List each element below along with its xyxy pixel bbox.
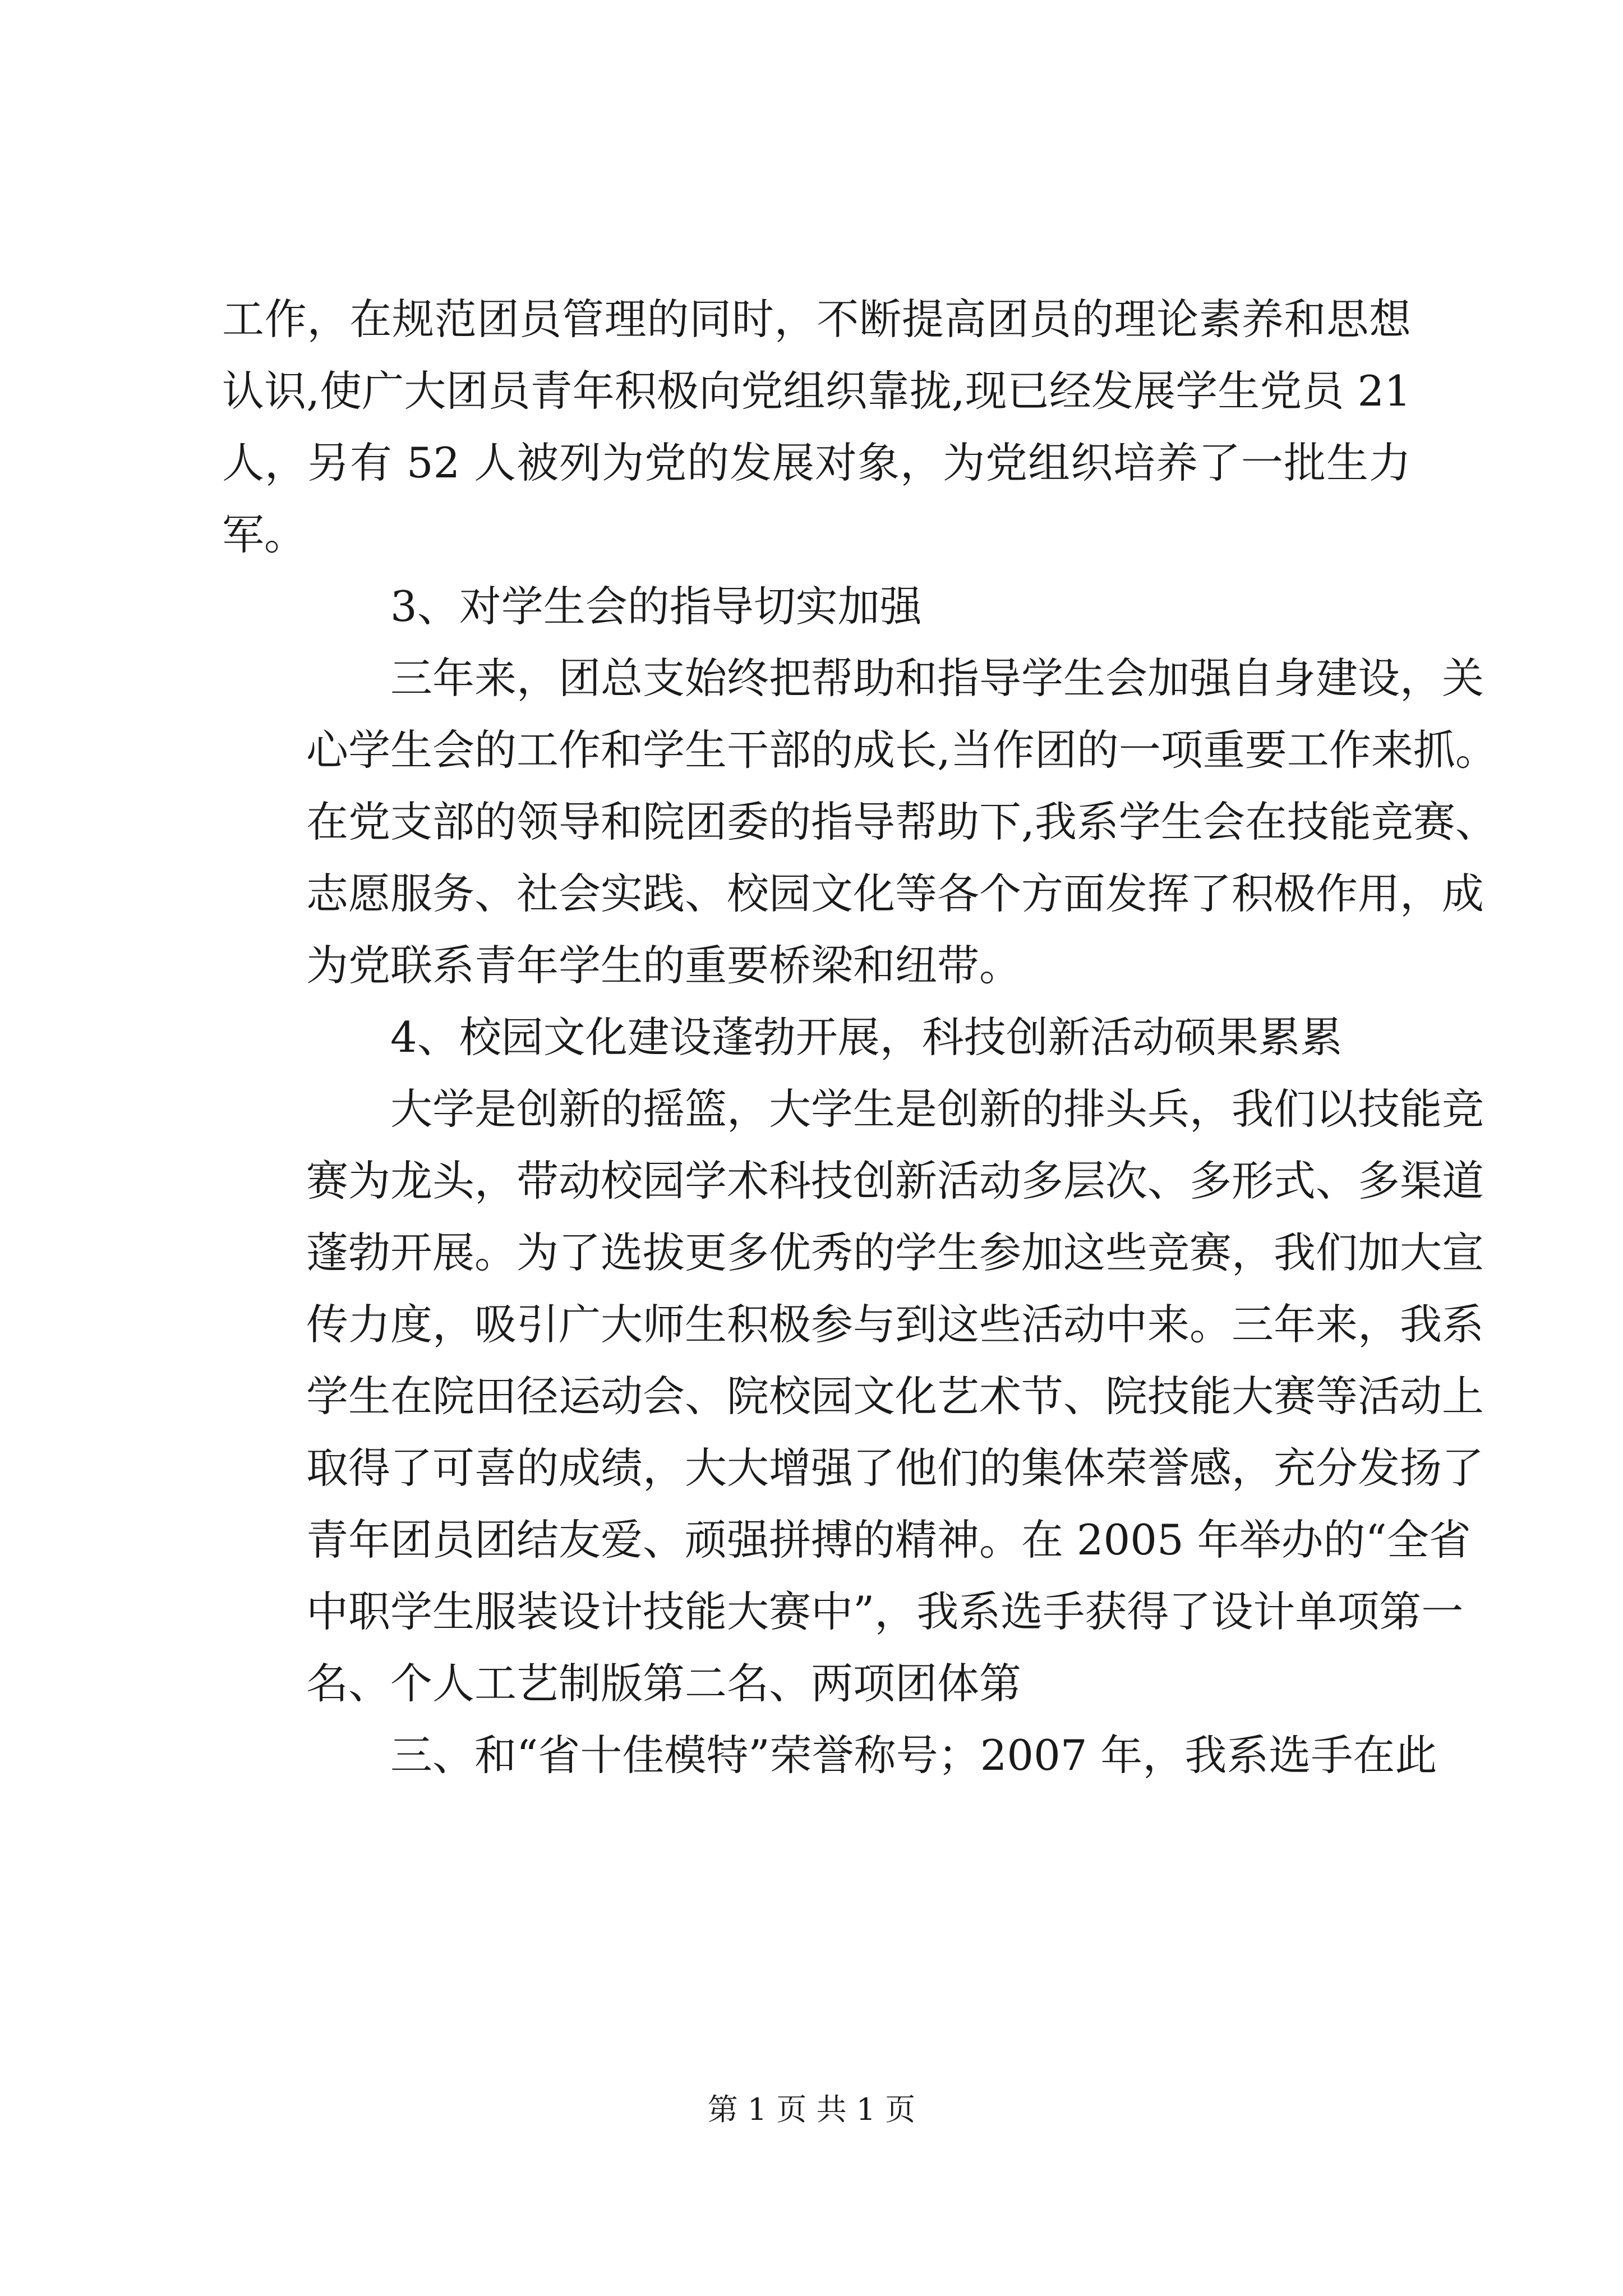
text-line: 为党联系青年学生的重要桥梁和纽带。 — [306, 941, 1022, 990]
document-body — [222, 283, 1497, 1791]
page-footer: 第 1 页 共 1 页 — [707, 2092, 916, 2127]
body-paragraph — [222, 283, 1411, 570]
text-line: 蓬勃开展。为了选拔更多优秀的学生参加这些竞赛，我们加大宣 — [306, 1228, 1484, 1277]
text-line: 心学生会的工作和学生干部的成长,当作团的一项重要工作来抓。 — [306, 725, 1497, 775]
section-heading — [222, 570, 1411, 642]
text-line: 在党支部的领导和院团委的指导帮助下,我系学生会在技能竞赛、 — [306, 797, 1497, 846]
text-line: 赛为龙头，带动校园学术科技创新活动多层次、多形式、多渠道 — [306, 1156, 1484, 1205]
text-line: 人，另有 52 人被列为党的发展对象，为党组织培养了一批生力 — [222, 438, 1411, 487]
text-line: 青年团员团结友爱、顽强拼搏的精神。在 2005 年举办的“全省 — [306, 1515, 1471, 1565]
text-line: 三、和“省十佳模特”荣誉称号；2007 年，我系选手在此 — [390, 1731, 1437, 1780]
text-line: 认识,使广大团员青年积极向党组织靠拢,现已经发展学生党员 21 — [222, 366, 1411, 416]
text-line: 中职学生服装设计技能大赛中”，我系选手获得了设计单项第一 — [306, 1587, 1464, 1636]
text-line: 三年来，团总支始终把帮助和指导学生会加强自身建设，关 — [390, 654, 1484, 703]
text-line: 学生在院田径运动会、院校园文化艺术节、院技能大赛等活动上 — [306, 1372, 1484, 1421]
text-line: 取得了可喜的成绩，大大增强了他们的集体荣誉感，充分发扬了 — [306, 1443, 1484, 1493]
text-line: 军。 — [222, 510, 307, 559]
text-line: 4、校园文化建设蓬勃开展，科技创新活动硕果累累 — [390, 1013, 1343, 1062]
text-line: 传力度，吸引广大师生积极参与到这些活动中来。三年来，我系 — [306, 1300, 1484, 1349]
text-line: 志愿服务、社会实践、校园文化等各个方面发挥了积极作用，成 — [306, 869, 1484, 918]
body-paragraph — [222, 642, 1497, 1001]
text-line: 大学是创新的摇篮，大学生是创新的排头兵，我们以技能竞 — [390, 1084, 1484, 1134]
text-line: 工作，在规范团员管理的同时，不断提高团员的理论素养和思想 — [222, 295, 1411, 344]
section-heading — [222, 1719, 1437, 1791]
text-line: 名、个人工艺制版第二名、两项团体第 — [306, 1659, 1022, 1708]
text-line: 3、对学生会的指导切实加强 — [390, 582, 922, 631]
section-heading — [222, 1001, 1411, 1073]
body-paragraph — [222, 1073, 1484, 1719]
